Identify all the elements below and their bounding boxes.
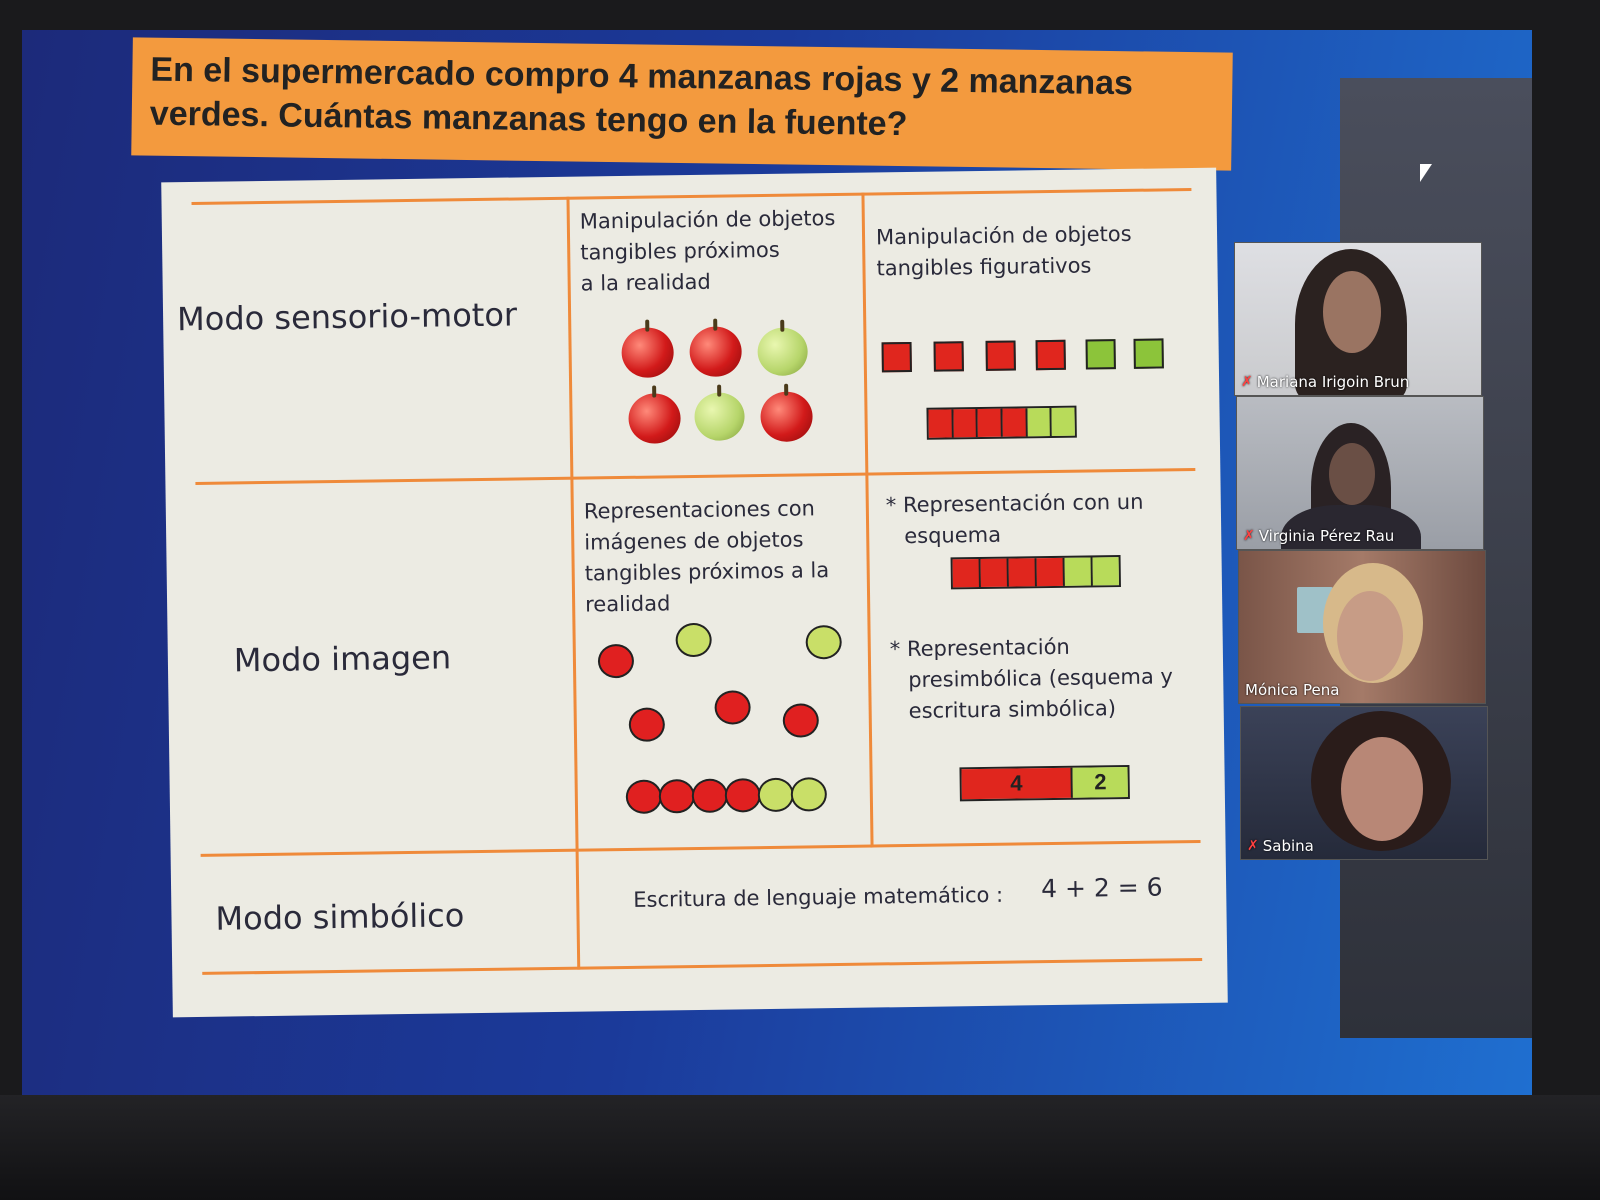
mode-sensorio-motor: Modo sensorio-motor [176,295,518,339]
table-line-bottom [202,958,1202,975]
participant-name-4: Sabina [1262,837,1314,855]
table-line-row2 [201,840,1201,857]
cell-manip-real-line1: Manipulación de objetos [579,205,836,234]
cell-repr-presimb-line1: * Representación [889,634,1070,662]
mode-imagen: Modo imagen [233,638,452,680]
apple-row-2 [659,779,695,813]
cell-repr-img-line4: realidad [584,591,671,617]
apple-photo-2 [689,326,742,377]
slide-title [131,37,1233,170]
apple-drawing-6 [783,703,819,737]
cell-repr-img [584,493,830,620]
apple-row-5 [758,778,794,812]
cell-manip-fig [876,219,1132,285]
mic-muted-icon: ✗ [1247,838,1259,854]
cell-repr-esquema [886,487,1144,553]
apple-photo-6 [760,391,813,442]
cell-manip-real [580,203,837,300]
participant-label-3 [1245,681,1339,699]
title-line-2: verdes. Cuántas manzanas tengo en la fuente? [149,94,908,144]
cube-red-2 [934,341,964,371]
cell-repr-presimb-line2: presimbólica (esquema y [908,664,1174,693]
mode-simbolico: Modo simbólico [215,896,465,938]
participant-name-3: Mónica Pena [1245,681,1340,699]
participant-face-2 [1329,443,1375,505]
cell-repr-img-line2: imágenes de objetos [584,527,804,555]
monitor-screen [22,30,1532,1095]
participant-label-2 [1243,527,1394,545]
apple-drawing-4 [629,707,665,741]
equation: 4 + 2 = 6 [1040,872,1163,904]
apple-row-1 [626,779,662,813]
cube-green-2 [1134,338,1164,368]
video-tile-3[interactable] [1238,550,1486,704]
video-tile-1[interactable] [1234,242,1482,396]
mic-muted-icon: ✗ [1241,374,1253,390]
escritura-label: Escritura de lenguaje matemático : [633,882,1004,912]
apple-row-6 [791,777,827,811]
apple-drawing-5 [714,690,750,724]
apple-drawing-3 [805,625,841,659]
cell-repr-img-line3: tangibles próximos a la [584,558,830,586]
apple-row-4 [725,778,761,812]
bar-red-segment: 4 [961,768,1073,800]
apple-drawing-1 [598,644,634,678]
cell-repr-presimb [890,630,1174,727]
cube-red-1 [882,342,912,372]
video-tile-4[interactable] [1240,706,1488,860]
table-line-top [191,188,1191,205]
apple-photo-3 [757,327,808,376]
apple-photo-4 [628,393,681,444]
title-line-1: En el supermercado compro 4 manzanas rojas y 2 manzanas [150,50,1134,103]
apple-row-3 [692,779,728,813]
presymbolic-bar [959,765,1129,801]
cell-repr-esquema-line2: esquema [904,522,1002,549]
cell-repr-presimb-line3: escritura simbólica) [908,696,1117,724]
cell-manip-fig-line2: tangibles figurativos [876,253,1092,281]
cell-manip-real-line2: tangibles próximos [580,237,780,265]
slide-table [161,168,1228,1018]
cell-manip-fig-line1: Manipulación de objetos [875,221,1132,250]
cube-red-3 [986,340,1016,370]
apple-photo-5 [694,392,745,441]
participant-label-4 [1247,837,1314,855]
table-line-col2 [861,193,873,848]
table-line-row1 [195,468,1195,485]
cell-repr-img-line1: Representaciones con [583,496,816,524]
bar-green-segment: 2 [1073,767,1128,798]
laptop-bezel [0,1095,1600,1200]
participant-name-1: Mariana Irigoin Brun [1256,373,1410,391]
apple-photo-1 [621,327,674,378]
cube-green-1 [1086,339,1116,369]
participant-label-1 [1241,373,1409,391]
mouse-cursor-icon [1420,164,1432,182]
participant-name-2: Virginia Pérez Rau [1258,527,1395,545]
cube-red-4 [1036,340,1066,370]
cell-manip-real-line3: a la realidad [580,269,711,296]
table-line-col1 [566,197,580,970]
participant-face-3 [1337,591,1403,681]
scheme-strip [951,555,1121,589]
video-tile-2[interactable] [1236,396,1484,550]
mic-muted-icon: ✗ [1243,528,1255,544]
cube-train [926,406,1076,440]
participant-face-1 [1323,271,1381,353]
apple-drawing-2 [675,623,711,657]
participant-face-4 [1341,737,1423,841]
cell-repr-esquema-line1: * Representación con un [885,489,1144,518]
